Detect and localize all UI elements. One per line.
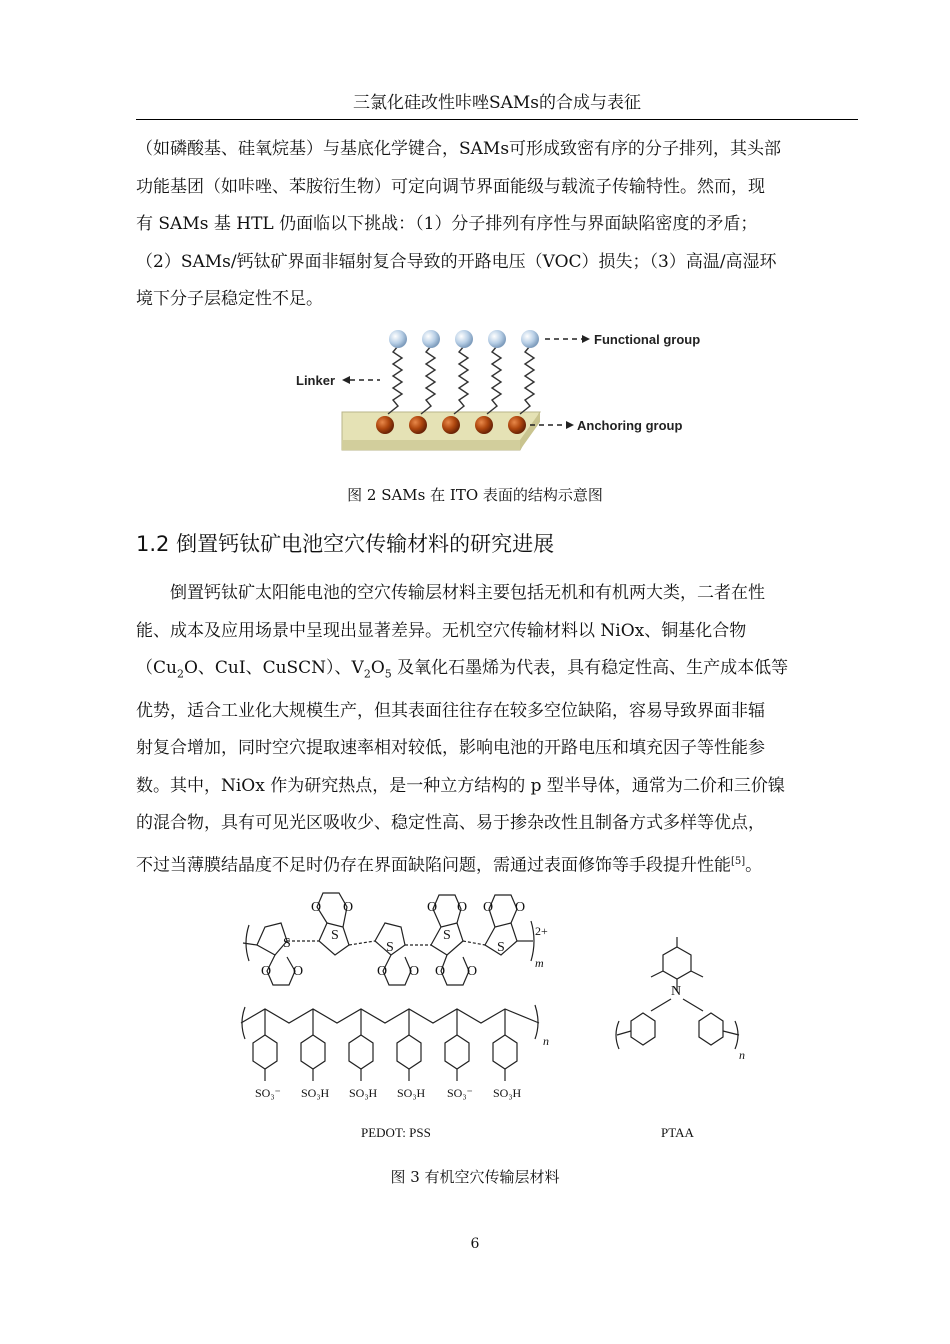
atom-label: O bbox=[377, 964, 388, 979]
arrow-right-icon bbox=[566, 421, 574, 429]
figure3-caption: 图 3 有机空穴传输层材料 bbox=[390, 1168, 560, 1186]
citation-ref: [5] bbox=[731, 855, 746, 867]
pedot-pss-label: PEDOT: PSS bbox=[361, 1125, 431, 1140]
paragraph-htm-progress bbox=[136, 575, 858, 885]
atom-label: O bbox=[457, 900, 468, 915]
atom-label: O bbox=[435, 964, 446, 979]
atom-label: S bbox=[386, 940, 394, 955]
page-number: 6 bbox=[470, 1236, 480, 1252]
text-line: 功能基团（如咔唑、苯胺衍生物）可定向调节界面能级与载流子传输特性。然而，现 bbox=[136, 176, 765, 197]
organic-htl-structures-figure bbox=[235, 885, 755, 1147]
text-line: 境下分子层稳定性不足。 bbox=[136, 289, 323, 309]
atom-label: O bbox=[343, 900, 354, 915]
subscript-n: n bbox=[739, 1048, 745, 1062]
text-line: 优势，适合工业化大规模生产，但其表面往往存在较多空位缺陷，容易导致界面非辐 bbox=[136, 700, 765, 721]
ptaa-label: PTAA bbox=[661, 1125, 694, 1140]
page-header: 三氯化硅改性咔唑SAMs的合成与表征 bbox=[136, 88, 858, 120]
so3h-label: SO₃H bbox=[493, 1086, 522, 1100]
atom-label: O bbox=[409, 964, 420, 979]
text-line: （2）SAMs/钙钛矿界面非辐射复合导致的开路电压（VOC）损失；（3）高温/高湿环 bbox=[136, 251, 777, 272]
atom-label: O bbox=[427, 900, 438, 915]
so3-minus-label: SO₃⁻ bbox=[447, 1086, 473, 1100]
atom-label: O bbox=[515, 900, 526, 915]
label-anchoring-group: Anchoring group bbox=[577, 418, 683, 433]
sams-schematic-figure bbox=[290, 322, 720, 462]
atom-label: S bbox=[283, 936, 291, 951]
subscript-m: m bbox=[535, 956, 544, 970]
text-line: 不过当薄膜结晶度不足时仍存在界面缺陷问题，需通过表面修饰等手段提升性能[5]。 bbox=[136, 855, 763, 876]
subscript-n: n bbox=[543, 1034, 549, 1048]
text-line: 能、成本及应用场景中呈现出显著差异。无机空穴传输材料以 NiOx、铜基化合物 bbox=[136, 620, 747, 641]
text-line: 数。其中，NiOx 作为研究热点，是一种立方结构的 p 型半导体，通常为二价和三价镍 bbox=[136, 775, 785, 796]
atom-label: O bbox=[467, 964, 478, 979]
so3h-label: SO₃H bbox=[301, 1086, 330, 1100]
text-line: 的混合物，具有可见光区吸收少、稳定性高、易于掺杂改性且制备方式多样等优点， bbox=[136, 813, 765, 834]
so3-minus-label: SO₃⁻ bbox=[255, 1086, 281, 1100]
label-linker: Linker bbox=[296, 373, 336, 388]
arrow-left-icon bbox=[342, 376, 350, 384]
section-heading: 1.2 倒置钙钛矿电池空穴传输材料的研究进展 bbox=[136, 532, 555, 556]
so3h-label: SO₃H bbox=[397, 1086, 426, 1100]
text-line: （如磷酸基、硅氧烷基）与基底化学键合，SAMs可形成致密有序的分子排列，其头部 bbox=[136, 139, 782, 159]
atom-label: N bbox=[671, 984, 682, 999]
figure2-caption: 图 2 SAMs 在 ITO 表面的结构示意图 bbox=[347, 486, 603, 504]
atom-label: O bbox=[483, 900, 494, 915]
arrow-right-icon bbox=[582, 335, 590, 343]
charge-label: 2+ bbox=[535, 924, 548, 938]
atom-label: O bbox=[293, 964, 304, 979]
atom-label: S bbox=[497, 940, 505, 955]
atom-label: O bbox=[311, 900, 322, 915]
text-line: 倒置钙钛矿太阳能电池的空穴传输层材料主要包括无机和有机两大类，二者在性 bbox=[170, 583, 765, 603]
paragraph-sams bbox=[136, 131, 858, 319]
so3h-label: SO₃H bbox=[349, 1086, 378, 1100]
label-functional-group: Functional group bbox=[594, 332, 701, 347]
atom-label: O bbox=[261, 964, 272, 979]
text-line: 有 SAMs 基 HTL 仍面临以下挑战：（1）分子排列有序性与界面缺陷密度的矛盾； bbox=[136, 214, 758, 234]
atom-label: S bbox=[331, 928, 339, 943]
text-line: （$Cu_2O$、CuI、CuSCN）、$V_2O_5$ 及氧化石墨烯为代表，具有稳定性高、生产成本低等 bbox=[136, 658, 789, 681]
atom-label: S bbox=[443, 928, 451, 943]
text-line: 射复合增加，同时空穴提取速率相对较低，影响电池的开路电压和填充因子等性能参 bbox=[136, 738, 765, 759]
